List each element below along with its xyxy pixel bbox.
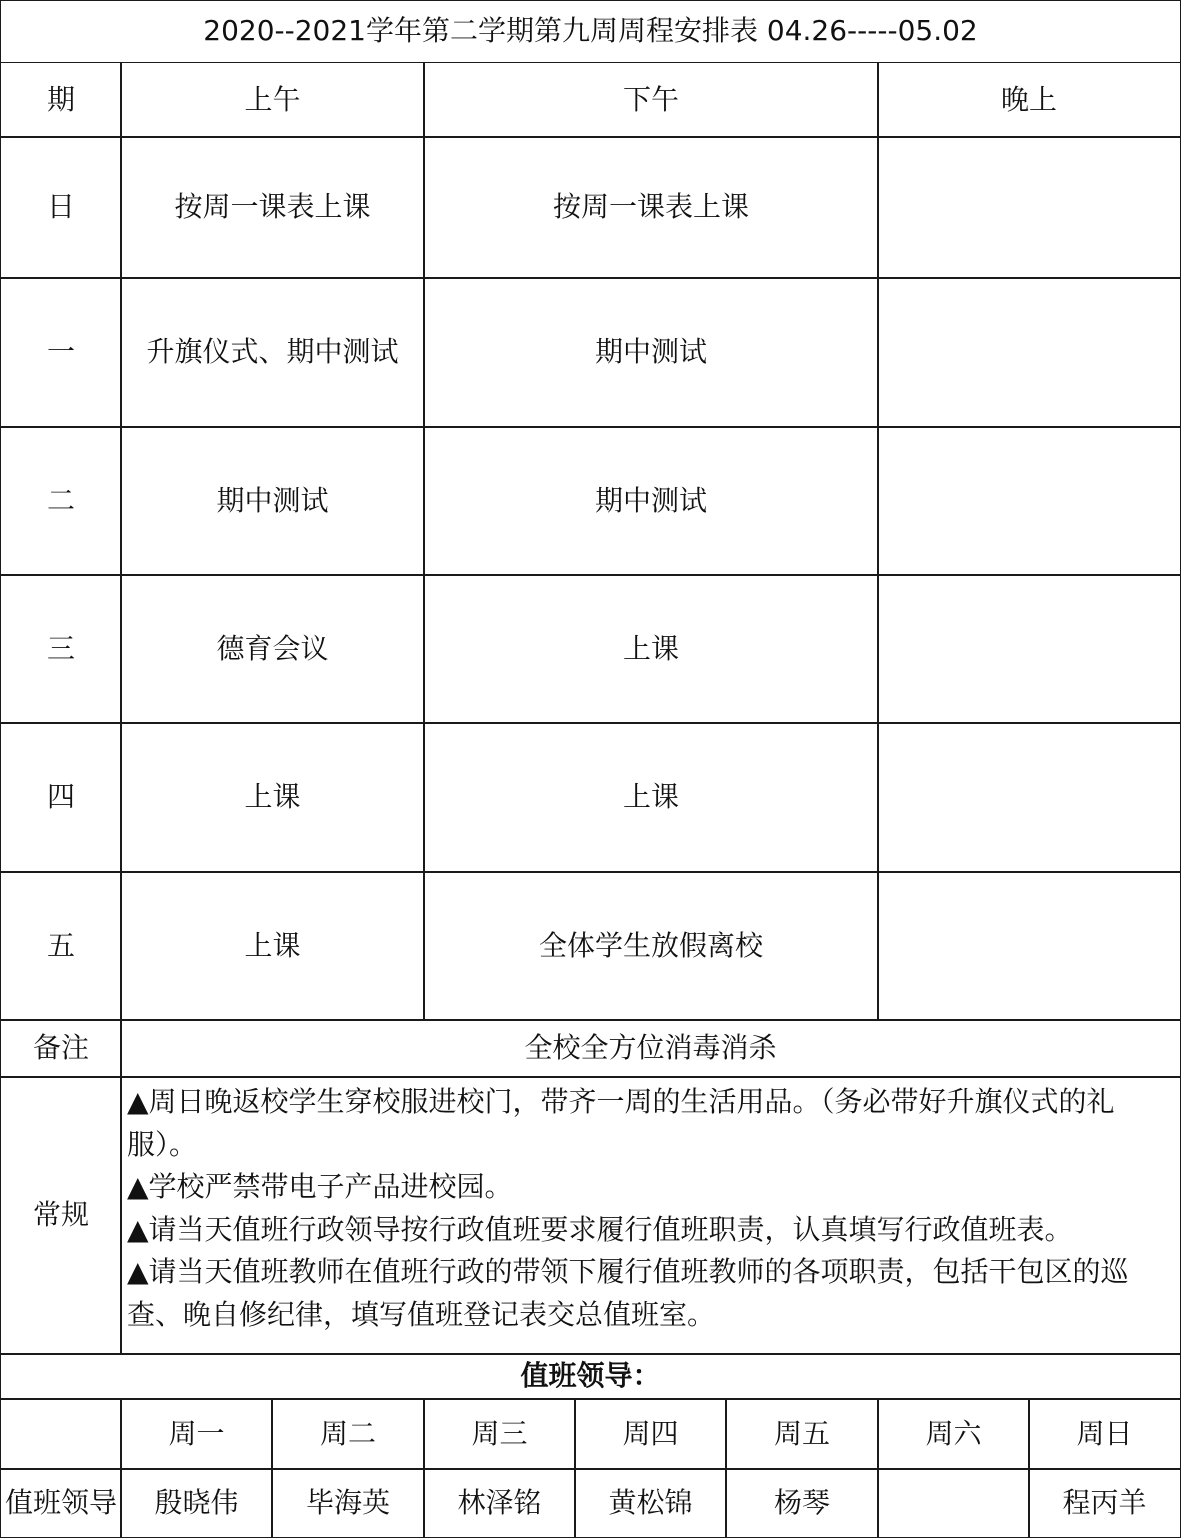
row-evening-cell: [877, 574, 1181, 724]
row-day-cell: 五: [0, 871, 122, 1021]
header-evening: 晚上: [877, 62, 1181, 138]
row-afternoon-cell: 上课: [423, 574, 879, 724]
duty-day-header: 周六: [877, 1398, 1030, 1470]
row-evening-cell: [877, 136, 1181, 279]
remarks-text: 全校全方位消毒消杀: [120, 1019, 1181, 1078]
page-title: 2020--2021学年第二学期第九周周程安排表 04.26-----05.02: [0, 0, 1181, 63]
row-afternoon-cell: 按周一课表上课: [423, 136, 879, 279]
duty-leader-cell: [877, 1468, 1030, 1538]
remarks-label: 备注: [0, 1019, 122, 1078]
duty-row-label: 值班领导: [0, 1468, 122, 1538]
duty-heading: 值班领导：: [0, 1353, 1181, 1400]
routine-item: ▲请当天值班行政领导按行政值班要求履行值班职责，认真填写行政值班表。: [127, 1212, 1073, 1246]
duty-leader-cell: 殷晓伟: [120, 1468, 273, 1538]
routine-label: 常规: [0, 1076, 122, 1355]
header-morning: 上午: [120, 62, 425, 138]
row-morning-cell: 按周一课表上课: [120, 136, 425, 279]
duty-day-header: 周一: [120, 1398, 273, 1470]
row-day-cell: 四: [0, 722, 122, 873]
row-evening-cell: [877, 871, 1181, 1021]
duty-leader-cell: 黄松锦: [574, 1468, 727, 1538]
row-afternoon-cell: 期中测试: [423, 277, 879, 428]
row-afternoon-cell: 期中测试: [423, 426, 879, 576]
row-day-cell: 一: [0, 277, 122, 428]
row-evening-cell: [877, 722, 1181, 873]
row-afternoon-cell: 上课: [423, 722, 879, 873]
header-day: 期: [0, 62, 122, 138]
routine-item: ▲学校严禁带电子产品进校园。: [127, 1170, 513, 1204]
row-evening-cell: [877, 277, 1181, 428]
row-day-cell: 二: [0, 426, 122, 576]
row-day-cell: 日: [0, 136, 122, 279]
duty-day-header: 周五: [725, 1398, 879, 1470]
duty-day-header: 周二: [271, 1398, 425, 1470]
routine-notes: [120, 1076, 1181, 1355]
duty-leader-cell: 毕海英: [271, 1468, 425, 1538]
header-afternoon: 下午: [423, 62, 879, 138]
duty-day-header: 周三: [423, 1398, 576, 1470]
routine-item: ▲周日晚返校学生穿校服进校门，带齐一周的生活用品。（务必带好升旗仪式的礼服）。: [127, 1085, 1115, 1161]
duty-day-header: 周日: [1028, 1398, 1181, 1470]
row-morning-cell: 上课: [120, 722, 425, 873]
duty-leader-cell: 林泽铭: [423, 1468, 576, 1538]
duty-corner-cell: [0, 1398, 122, 1470]
duty-leader-cell: 程丙羊: [1028, 1468, 1181, 1538]
row-morning-cell: 德育会议: [120, 574, 425, 724]
row-evening-cell: [877, 426, 1181, 576]
row-morning-cell: 期中测试: [120, 426, 425, 576]
row-afternoon-cell: 全体学生放假离校: [423, 871, 879, 1021]
row-morning-cell: 升旗仪式、期中测试: [120, 277, 425, 428]
routine-item: ▲请当天值班教师在值班行政的带领下履行值班教师的各项职责，包括干包区的巡查、晚自修纪律，填写值班登记表交总值班室。: [127, 1255, 1129, 1331]
duty-day-header: 周四: [574, 1398, 727, 1470]
row-day-cell: 三: [0, 574, 122, 724]
duty-leader-cell: 杨琴: [725, 1468, 879, 1538]
row-morning-cell: 上课: [120, 871, 425, 1021]
